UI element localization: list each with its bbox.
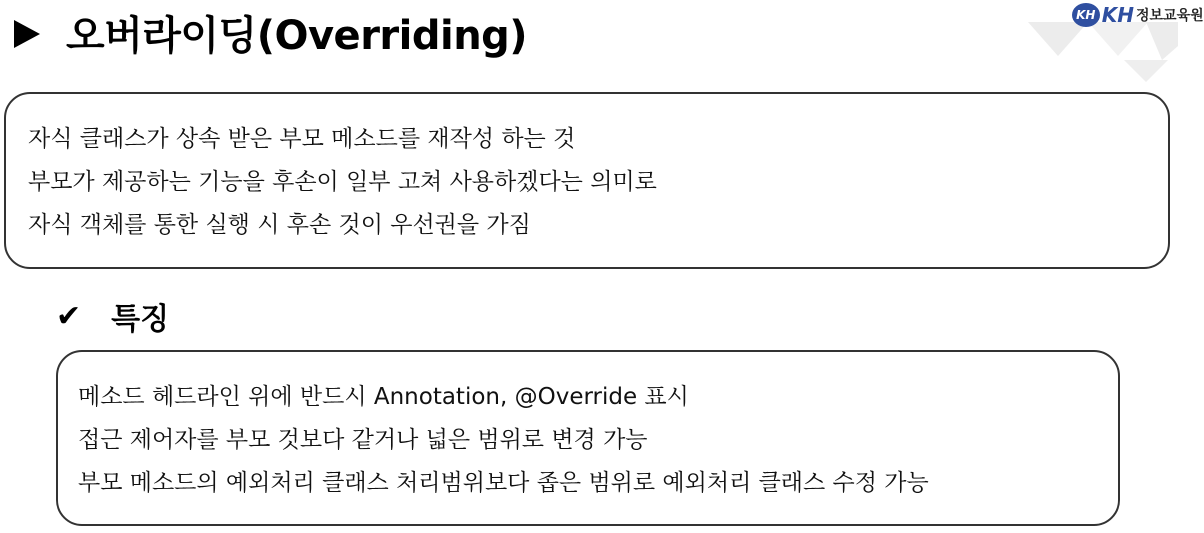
kh-badge-icon: KH	[1072, 3, 1100, 27]
page-title-row	[14, 4, 527, 60]
play-triangle-icon	[14, 20, 40, 48]
definition-box	[4, 92, 1170, 269]
features-heading-row	[56, 296, 169, 336]
definition-line: 자식 객체를 통한 실행 시 후손 것이 우선권을 가짐	[28, 212, 531, 238]
page-title: 오버라이딩(Overriding)	[66, 12, 528, 59]
kh-logo	[1058, 0, 1204, 30]
features-box	[56, 350, 1120, 526]
decorative-triangles	[1028, 22, 1178, 82]
feature-line: 접근 제어자를 부모 것보다 같거나 넓은 범위로 변경 가능	[78, 427, 648, 453]
checkmark-icon: ✔	[56, 298, 82, 334]
definition-line: 부모가 제공하는 기능을 후손이 일부 고쳐 사용하겠다는 의미로	[28, 169, 657, 195]
logo-korean-text: 정보교육원	[1136, 8, 1204, 24]
features-heading: 특징	[111, 302, 170, 337]
feature-line: 메소드 헤드라인 위에 반드시 Annotation, @Override 표시	[78, 384, 689, 410]
logo-brand: KH	[1101, 3, 1134, 27]
definition-line: 자식 클래스가 상속 받은 부모 메소드를 재작성 하는 것	[28, 126, 576, 152]
feature-line: 부모 메소드의 예외처리 클래스 처리범위보다 좁은 범위로 예외처리 클래스 수정 가능	[78, 470, 929, 496]
